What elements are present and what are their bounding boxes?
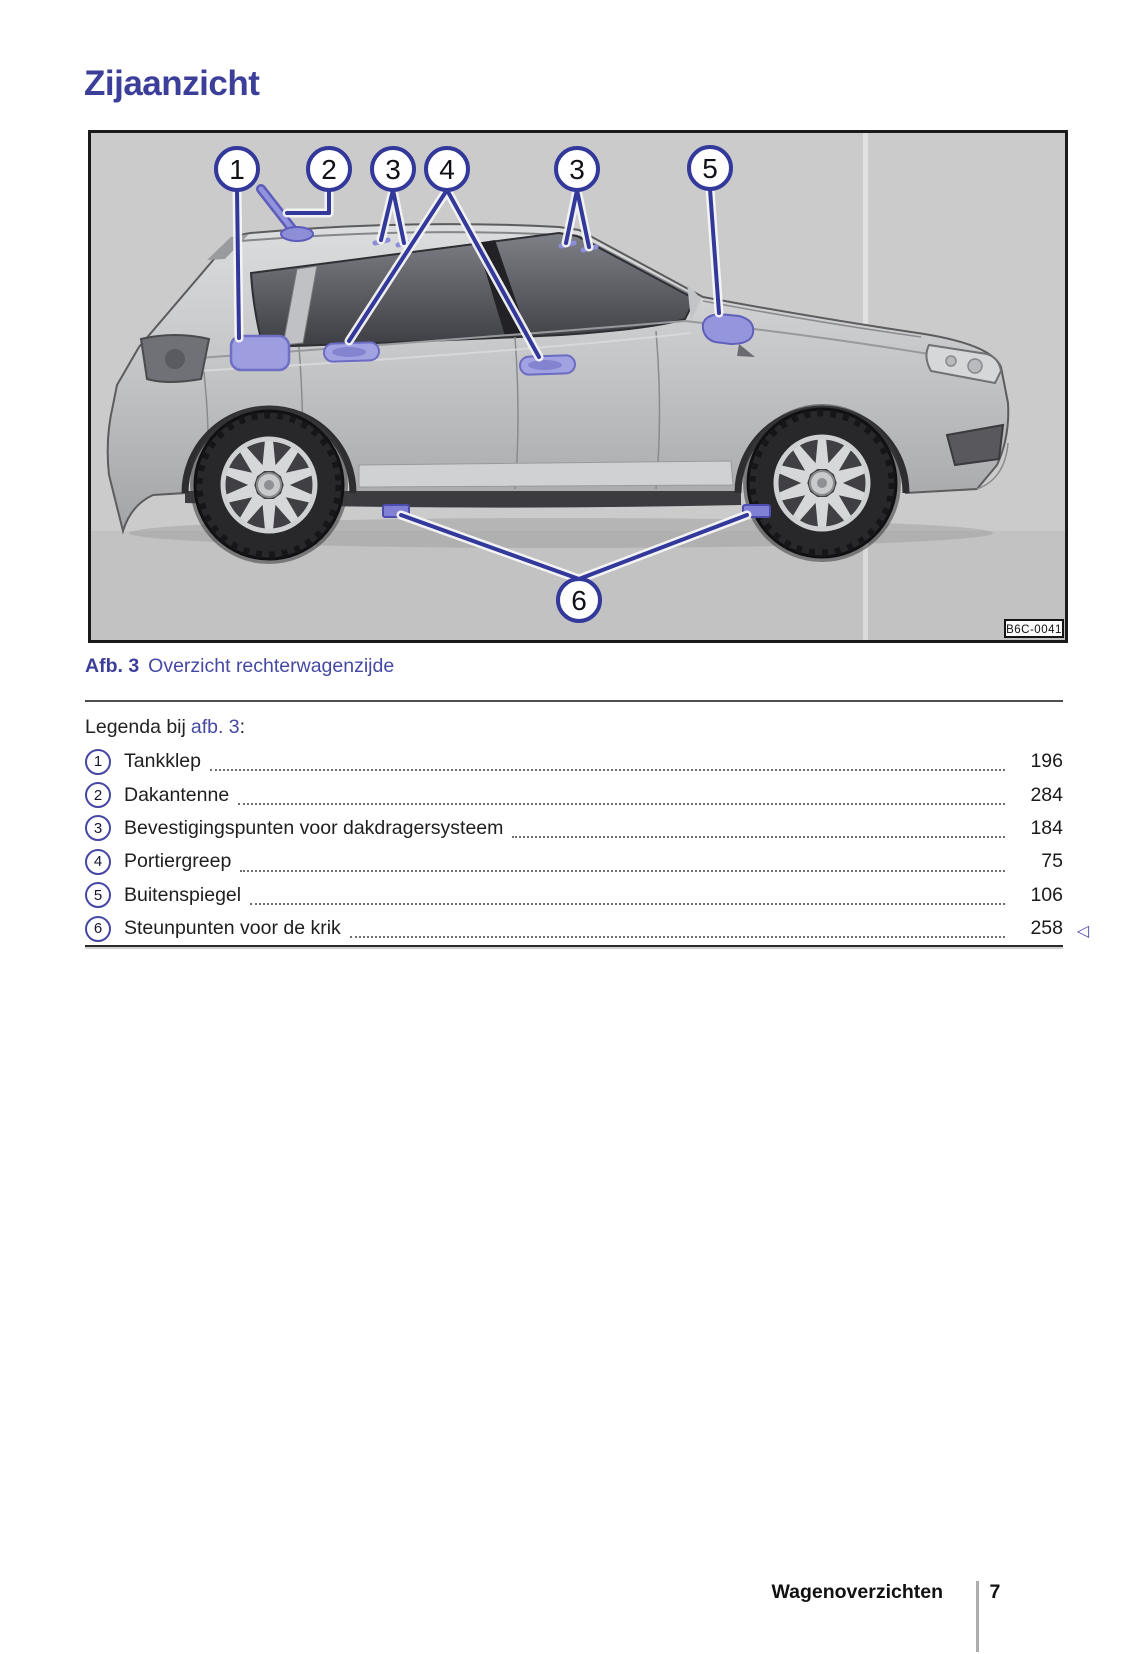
footer-section-title: Wagenoverzichten <box>771 1581 943 1603</box>
callout-4-number: 4 <box>439 154 455 185</box>
dotted-leader <box>240 870 1005 872</box>
legend-heading <box>85 716 245 739</box>
legend-item-label: Dakantenne <box>124 783 230 806</box>
legend-item-portiergreep <box>85 845 1063 878</box>
legend-page-ref: 284 <box>1030 783 1063 806</box>
image-code-text: B6C-0041 <box>1006 624 1062 636</box>
side-sill <box>359 461 733 487</box>
figure-caption <box>85 655 394 678</box>
callout-5-number: 5 <box>702 153 718 184</box>
legend-number-badge: 2 <box>85 782 111 808</box>
dotted-leader <box>512 836 1005 838</box>
legend-page-ref: 258 <box>1030 917 1063 940</box>
callout-6 <box>558 579 600 621</box>
callout-5 <box>689 147 731 189</box>
legend-item-tankklep <box>85 745 1063 778</box>
callout-6-number: 6 <box>571 585 587 616</box>
image-code-label <box>1005 620 1063 637</box>
legend-heading-suffix: : <box>239 716 246 738</box>
legend-number-badge: 6 <box>85 916 111 942</box>
figure-cross-reference: afb. 3 <box>190 716 240 738</box>
car-illustration <box>91 133 1065 640</box>
legend-number-badge: 5 <box>85 882 111 908</box>
callout-4 <box>426 148 468 190</box>
figure-caption-text: Overzicht rechterwagenzijde <box>148 655 395 677</box>
legend-heading-prefix: Legenda bij <box>85 716 186 738</box>
legend-page-ref: 196 <box>1030 750 1063 773</box>
legend-page-ref: 106 <box>1030 883 1063 906</box>
legend-number-badge: 4 <box>85 849 111 875</box>
callout-3-left <box>372 148 414 190</box>
legend-page-ref: 184 <box>1030 816 1063 839</box>
dotted-leader <box>238 803 1005 805</box>
callout-2 <box>308 148 350 190</box>
legend-item-label: Buitenspiegel <box>124 883 242 906</box>
footer-divider <box>976 1581 979 1652</box>
legend-item-label: Tankklep <box>124 750 201 773</box>
legend-item-label: Bevestigingspunten voor dakdragersysteem <box>124 816 504 839</box>
legend-item-steunpunten <box>85 912 1089 945</box>
section-end-arrow-icon: ◁ <box>1076 923 1089 941</box>
legend-number-badge: 3 <box>85 815 111 841</box>
callout-3-right-number: 3 <box>569 154 585 185</box>
legend-item-label: Portiergreep <box>124 850 232 873</box>
callout-3-left-number: 3 <box>385 154 401 185</box>
rear-wheel <box>190 406 348 564</box>
callout-3-right <box>556 148 598 190</box>
legend-item-dakantenne <box>85 778 1063 811</box>
figure-caption-label: Afb. 3 <box>85 655 140 677</box>
dotted-leader <box>350 936 1005 938</box>
legend-page-ref: 75 <box>1041 850 1063 873</box>
legend-item-label: Steunpunten voor de krik <box>124 917 341 940</box>
footer-page-number: 7 <box>989 1581 1001 1603</box>
divider-top <box>85 700 1063 702</box>
car-side-view-figure <box>88 130 1068 643</box>
dotted-leader <box>210 769 1005 771</box>
page-footer <box>735 1581 1000 1652</box>
callout-2-number: 2 <box>321 154 337 185</box>
divider-bottom <box>85 945 1063 947</box>
legend-number-badge: 1 <box>85 749 111 775</box>
legend-item-bevestigingspunten <box>85 812 1063 845</box>
callout-1-number: 1 <box>229 154 245 185</box>
front-wheel <box>743 404 901 562</box>
callout-1 <box>216 148 258 190</box>
page-title: Zijaanzicht <box>84 64 260 103</box>
legend-list <box>85 745 1089 945</box>
legend-item-buitenspiegel <box>85 879 1063 912</box>
dotted-leader <box>250 903 1005 905</box>
